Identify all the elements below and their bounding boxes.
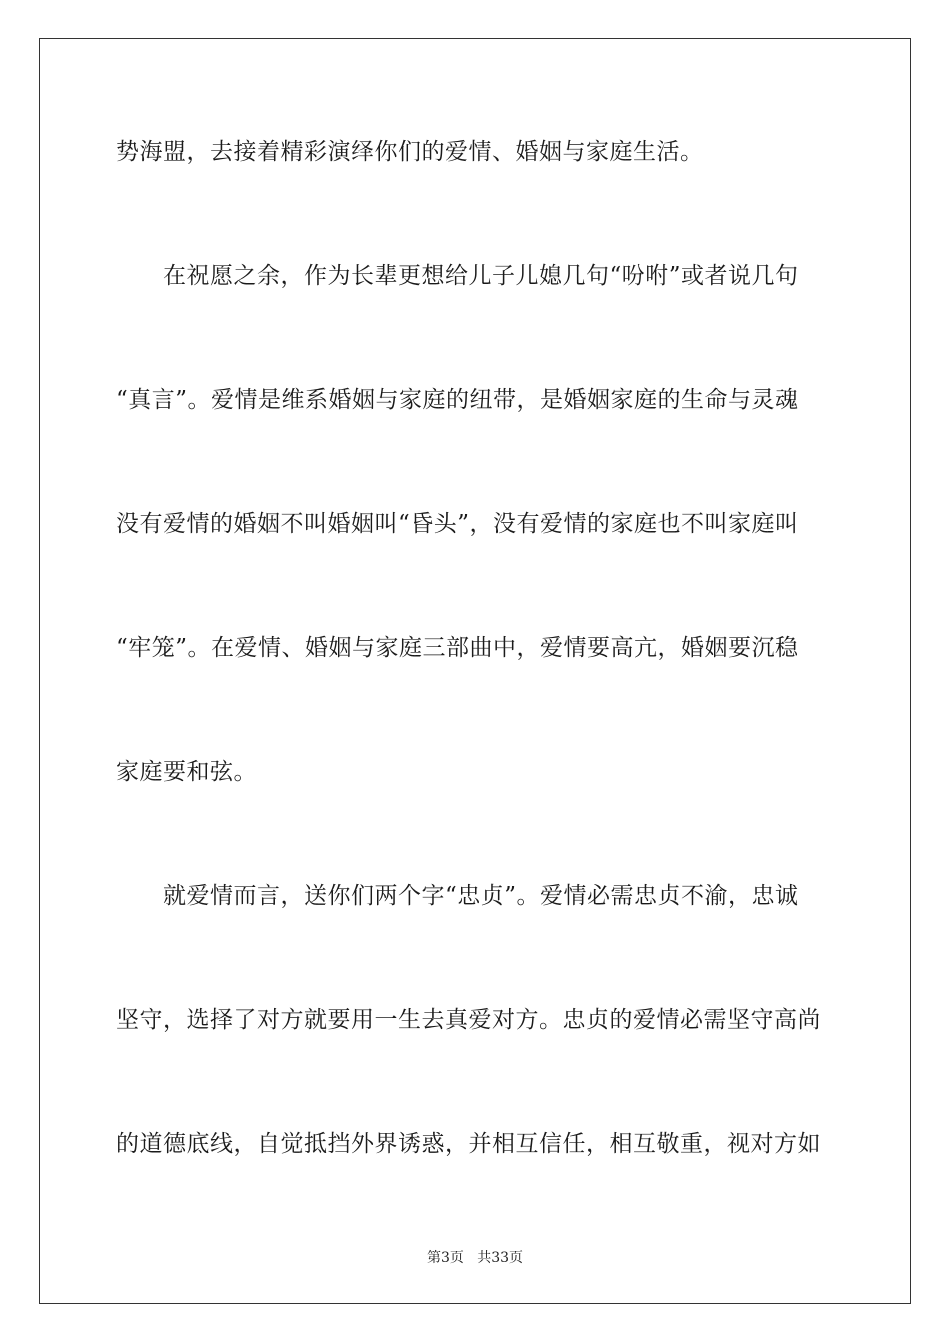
text-line: 没有爱情的婚姻不叫婚姻叫“昏头”，没有爱情的家庭也不叫家庭叫: [116, 511, 799, 537]
page-border: [39, 38, 911, 1304]
text-line: “牢笼”。在爱情、婚姻与家庭三部曲中，爱情要高亢，婚姻要沉稳: [116, 635, 799, 661]
paragraph-start-line: 就爱情而言，送你们两个字“忠贞”。爱情必需忠贞不渝，忠诚: [163, 883, 799, 909]
text-line: “真言”。爱情是维系婚姻与家庭的纽带，是婚姻家庭的生命与灵魂: [116, 387, 799, 413]
paragraph-start-line: 在祝愿之余，作为长辈更想给儿子儿媳几句“吩咐”或者说几句: [163, 263, 799, 289]
text-line: 家庭要和弦。: [116, 759, 257, 785]
text-line: 势海盟，去接着精彩演绎你们的爱情、婚姻与家庭生活。: [116, 139, 704, 165]
text-line: 的道德底线，自觉抵挡外界诱惑，并相互信任，相互敬重，视对方如: [116, 1131, 821, 1157]
text-line: 坚守，选择了对方就要用一生去真爱对方。忠贞的爱情必需坚守高尚: [116, 1007, 821, 1033]
page-number-footer: 第3页 共33页: [426, 1250, 524, 1266]
